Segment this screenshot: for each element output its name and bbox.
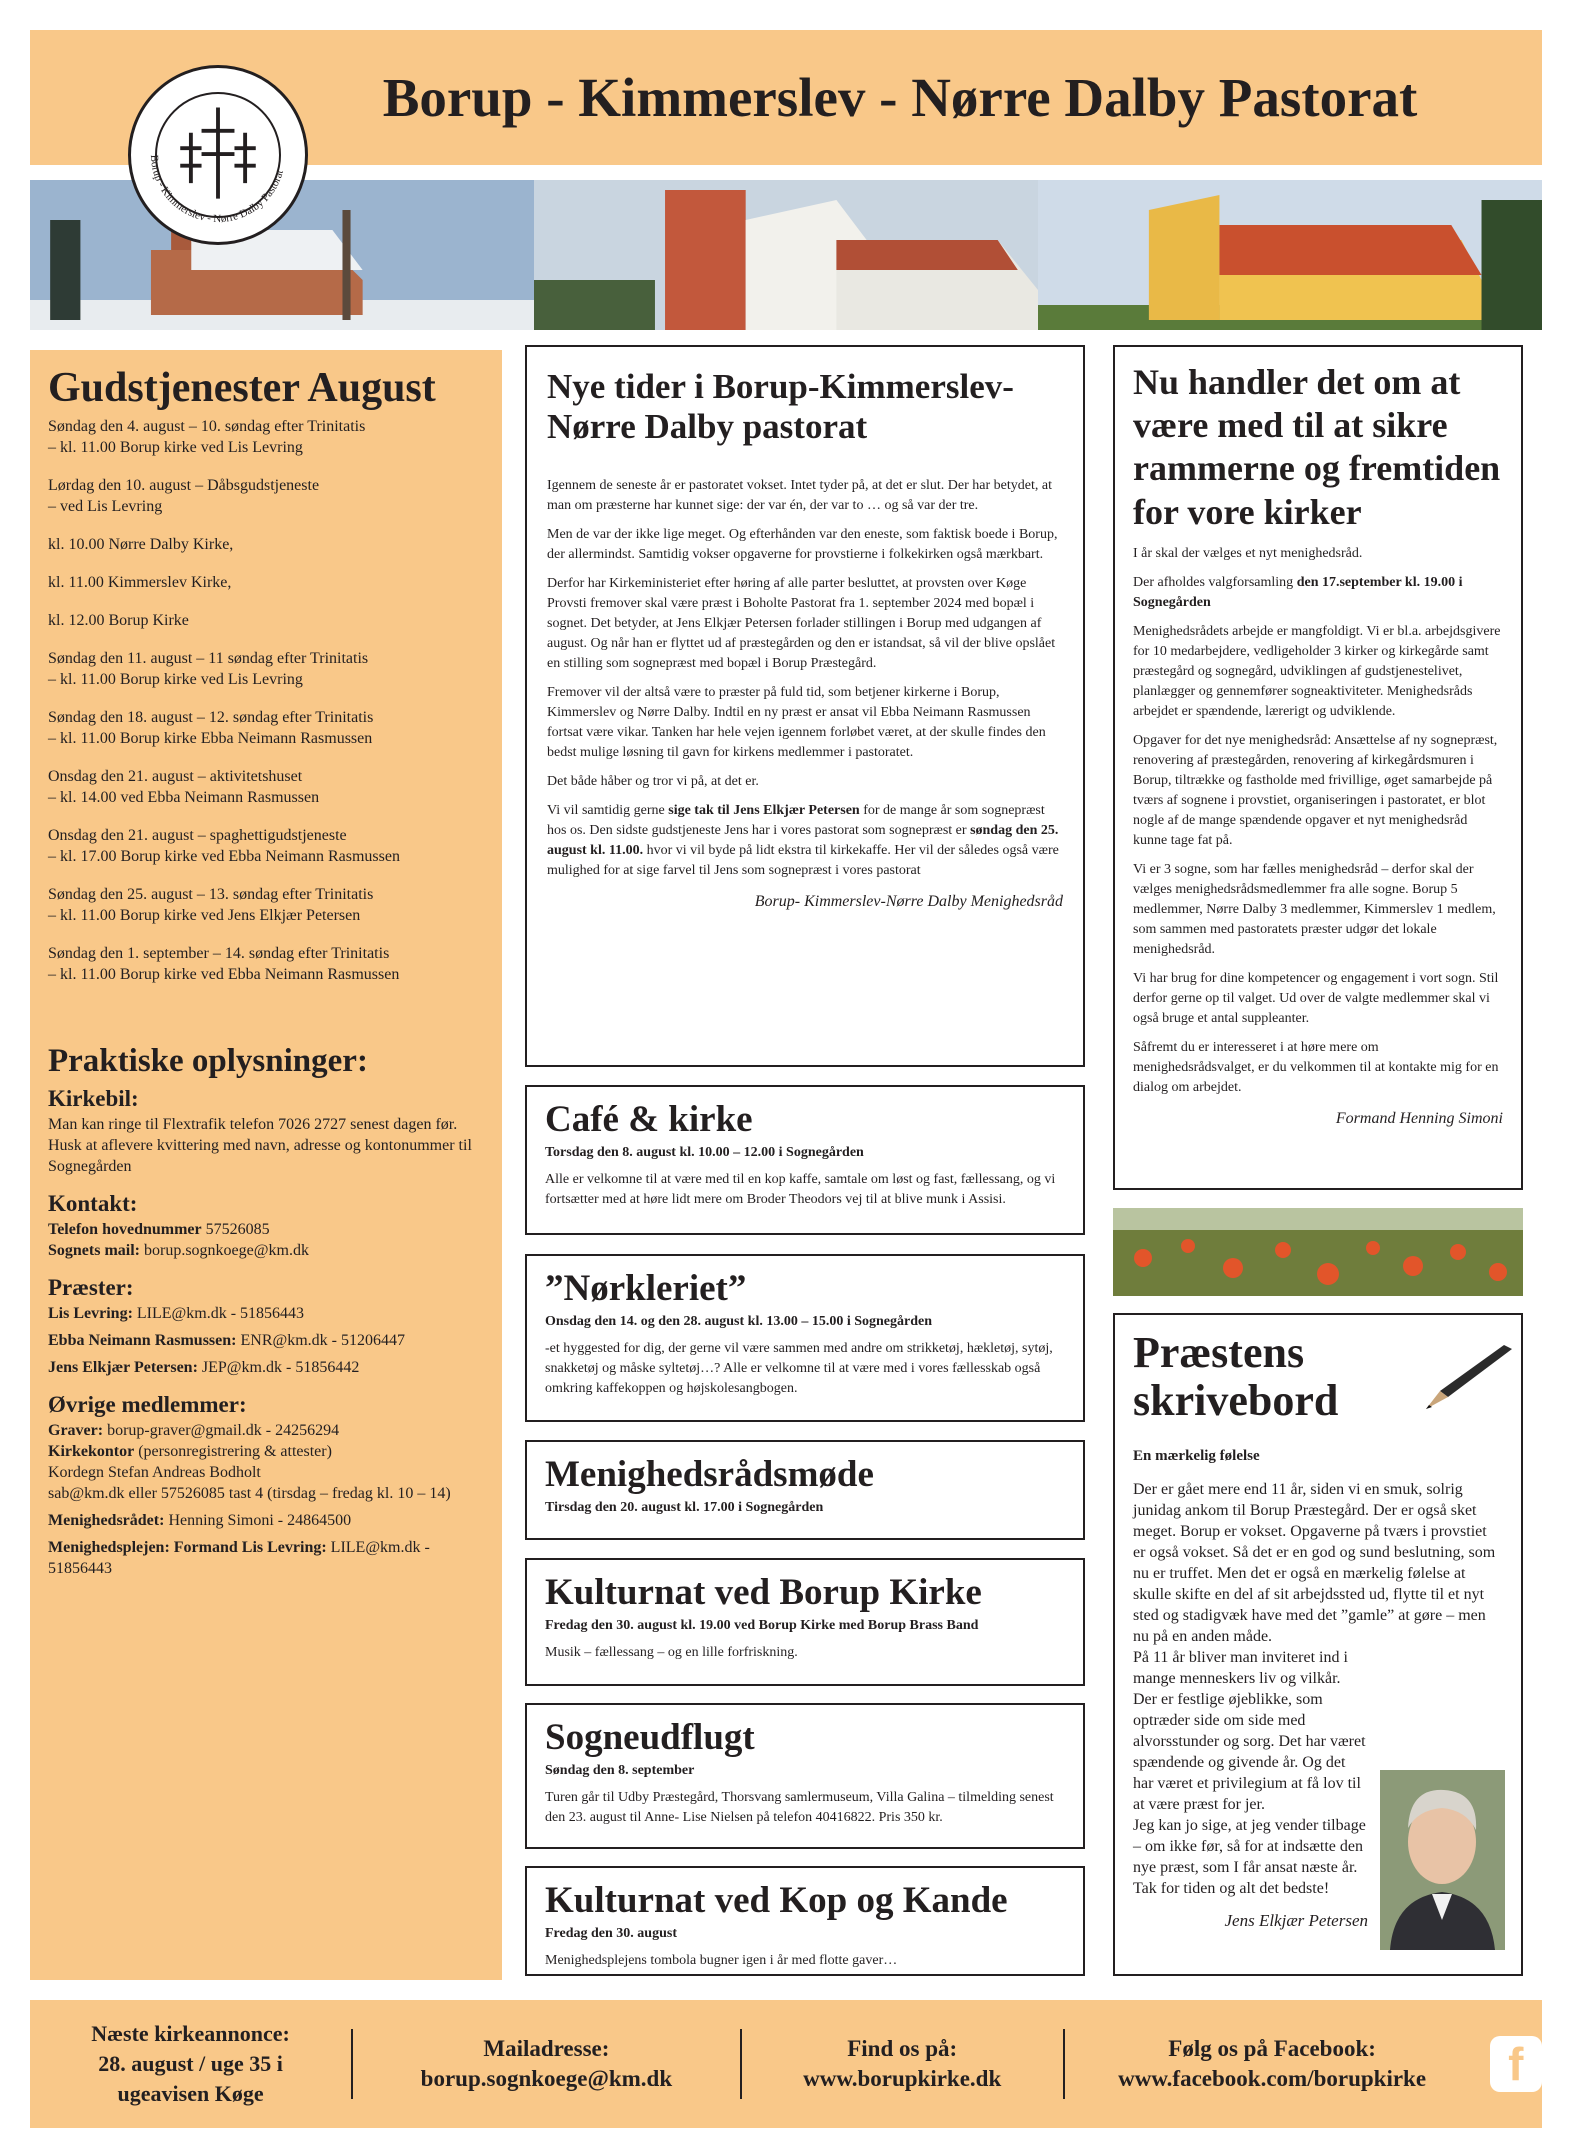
graver-label: Graver: (48, 1422, 104, 1440)
article-new-p2: Men de var der ikke lige meget. Og efterhånden var den eneste, som faktisk boede i Borup, der allermindst. Samtidig vokser opgaverne for provstierne i folkekirken også mærkbart. (547, 526, 1058, 562)
footer-bar (30, 2000, 1542, 2128)
sogneudflugt-text: Turen går til Udby Præstegård, Thorsvang samlermuseum, Villa Galina – tilmelding senest den 23. august til Anne- Lise Nielsen på telefon 40416822. Pris 350 kr. (545, 1789, 1054, 1825)
kordegn-line: Kordegn Stefan Andreas Bodholt (48, 1464, 261, 1482)
service-item (48, 825, 484, 867)
sogneudflugt-title: Sogneudflugt (545, 1717, 755, 1758)
sogneudflugt-box (525, 1703, 1085, 1849)
practical-title: Praktiske oplysninger: (48, 1043, 368, 1080)
cafe-date: Torsdag den 8. august kl. 10.00 – 12.00 i Sognegården (545, 1144, 864, 1160)
sogneudflugt-date: Søndag den 8. september (545, 1762, 695, 1778)
footer-fb-label: Følg os på Facebook: (1168, 2036, 1376, 2061)
election-p2-text: Der afholdes valgforsamling (1133, 574, 1294, 590)
footer-next-paper: ugeavisen Køge (117, 2081, 264, 2106)
church-photo-yellow (1038, 180, 1542, 330)
article-new-p5: Det både håber og tror vi på, at det er. (547, 773, 759, 789)
priest-portrait (1380, 1770, 1505, 1950)
service-item (48, 610, 484, 631)
service-line-2: – kl. 11.00 Borup kirke ved Lis Levring (48, 671, 303, 689)
service-item (48, 475, 484, 517)
service-item (48, 416, 484, 458)
service-line-2: – kl. 14.00 ved Ebba Neimann Rasmussen (48, 789, 320, 807)
service-line-1: kl. 10.00 Nørre Dalby Kirke, (48, 536, 234, 554)
priest-line (48, 1357, 484, 1378)
election-p3: Menighedsrådets arbejde er mangfoldigt. Vi er bl.a. arbejdsgivere for 10 medarbejdere, vedligeholder 3 kirker og kirkegårde samt præstegård og sognegård, udviklingen af gudstjenestelivet, planlægger og gennemfører sogneaktiviteter. Menighedsråds arbejdet er spændende, lærerigt og udviklende. (1133, 623, 1501, 719)
service-line-1: Lørdag den 10. august – Dåbsgudstjeneste (48, 477, 320, 495)
service-line-1: kl. 11.00 Kimmerslev Kirke, (48, 574, 232, 592)
desk-signature: Jens Elkjær Petersen (1224, 1910, 1368, 1930)
service-line-1: Søndag den 11. august – 11 søndag efter Trinitatis (48, 650, 369, 668)
article-new-p6 (547, 801, 1063, 881)
election-p1: I år skal der vælges et nyt menighedsråd. (1133, 545, 1363, 561)
footer-mail-label: Mailadresse: (483, 2036, 610, 2061)
left-column (30, 350, 502, 1980)
phone-number: 57526085 (205, 1221, 270, 1239)
footer-mail (353, 2034, 740, 2094)
priest-name: Jens Elkjær Petersen: (48, 1359, 198, 1377)
desk-title-1: Præstens (1133, 1328, 1305, 1377)
service-line-1: Søndag den 4. august – 10. søndag efter Trinitatis (48, 418, 366, 436)
p6-part: Vi vil samtidig gerne (547, 802, 665, 818)
service-line-1: Onsdag den 21. august – aktivitetshuset (48, 768, 303, 786)
footer-next-label: Næste kirkeannonce: (91, 2021, 290, 2046)
service-item (48, 943, 484, 985)
service-line-1: Søndag den 18. august – 12. søndag efter Trinitatis (48, 709, 374, 727)
kontor-label: Kirkekontor (48, 1443, 135, 1461)
p6-part: for de mange år som sognepræst hos os. Den sidste gudstjeneste Jens har i vores pastorat som sognepræst er (547, 802, 1045, 838)
kontor-text: (personregistrering & attester) (138, 1443, 332, 1461)
desk-title-2: skrivebord (1133, 1376, 1339, 1426)
desk-box (1113, 1313, 1523, 1976)
moede-title: Menighedsrådsmøde (545, 1454, 874, 1495)
article-new-p3: Derfor har Kirkeministeriet efter høring af alle parter besluttet, at provsten over Køge Provsti fremover skal være præst i Boholte Pastorat fra 1. september 2024 med bopæl i sognet. Det betyder, at Jens Elkjær Petersen forlader stillingen i Borup med udgangen af august. Og når han er flyttet ud af præstegården og den er istandsat, så vil der blive opslået en stilling som sognepræst med bopæl i Borup Præstegård. (547, 575, 1056, 671)
election-p2 (1133, 573, 1503, 613)
pleje-contact: LILE@km.dk - 51856443 (48, 1539, 430, 1578)
mail-address[interactable]: borup.sognkoege@km.dk (144, 1242, 309, 1260)
kirkebil-text: Man kan ringe til Flextrafik telefon 7026 2727 senest dagen før. Husk at aflevere kvittering med navn, adresse og kontonummer til Sognegården (48, 1116, 472, 1176)
article-new-times (525, 345, 1085, 1067)
priest-name: Lis Levring: (48, 1305, 133, 1323)
service-line-1: Søndag den 1. september – 14. søndag efter Trinitatis (48, 945, 390, 963)
desk-subtitle: En mærkelig følelse (1133, 1447, 1260, 1464)
kordegn-contact: sab@km.dk eller 57526085 tast 4 (tirsdag – fredag kl. 10 – 14) (48, 1485, 451, 1503)
service-line-2: – kl. 11.00 Borup kirke ved Ebba Neimann Rasmussen (48, 966, 400, 984)
article-new-signature: Borup- Kimmerslev-Nørre Dalby Menighedsråd (754, 892, 1063, 910)
logo-text: Borup - Kimmerslev - Nørre Dalby Pastorat (147, 154, 286, 226)
pencil-icon (1420, 1345, 1515, 1415)
p6-bold: søndag den 25. august kl. 11.00. (547, 822, 1059, 858)
service-line-1: kl. 12.00 Borup Kirke (48, 612, 189, 630)
service-line-2: – kl. 11.00 Borup kirke ved Lis Levring (48, 439, 303, 457)
pleje-label: Menighedsplejen: Formand Lis Levring: (48, 1539, 327, 1557)
service-line-1: Onsdag den 21. august – spaghettigudstjeneste (48, 827, 347, 845)
desk-p2: På 11 år bliver man inviteret ind i mange menneskers liv og vilkår. Der er festlige øjeblikke, som optræder side om side med alvorsstunder og sorg. Det har været spændende og givende år. Og det har været et privilegium at få lov til at være præst for jer. (1133, 1648, 1366, 1813)
priest-line (48, 1303, 484, 1324)
kulturnat-borup-box (525, 1558, 1085, 1686)
priest-contact: JEP@km.dk - 51856442 (201, 1359, 360, 1377)
services-list (48, 416, 484, 985)
service-item (48, 534, 484, 555)
raad-line (48, 1510, 484, 1531)
election-title: Nu handler det om at være med til at sikre rammerne og fremtiden for vore kirker (1133, 362, 1501, 532)
mail-label: Sognets mail: (48, 1242, 140, 1260)
page-title: Borup - Kimmerslev - Nørre Dalby Pastorat (382, 67, 1418, 128)
service-line-1: Søndag den 25. august – 13. søndag efter Trinitatis (48, 886, 374, 904)
priest-name: Ebba Neimann Rasmussen: (48, 1332, 237, 1350)
footer-web-label: Find os på: (847, 2036, 958, 2061)
election-p7: Såfremt du er interesseret i at høre mere om menighedsrådsvalget, er du velkommen til at kontakte mig for en dialog om arbejdet. (1133, 1039, 1499, 1095)
pleje-line (48, 1537, 484, 1579)
service-item (48, 572, 484, 593)
priests-list (48, 1303, 484, 1378)
kulturnat-kop-title: Kulturnat ved Kop og Kande (545, 1880, 1008, 1921)
services-title: Gudstjenester August (48, 365, 436, 411)
service-line-2: – kl. 11.00 Borup kirke ved Jens Elkjær Petersen (48, 907, 361, 925)
others-title: Øvrige medlemmer: (48, 1392, 247, 1418)
norkleriet-date: Onsdag den 14. og den 28. august kl. 13.00 – 15.00 i Sognegården (545, 1313, 933, 1329)
mail-line (48, 1240, 484, 1261)
service-line-2: – kl. 17.00 Borup kirke ved Ebba Neimann Rasmussen (48, 848, 400, 866)
election-p4: Opgaver for det nye menighedsråd: Ansættelse af ny sognepræst, renovering af præstegården, renovering af kirkegårdsmuren i Borup, tiltrække og fastholde med frivillige, øget samarbejde på tværs af sognene i provstiet, organiseringen i pastoratet, er blot nogle af de mange spændende opgaver et nyt menighedsråd kunne tage fat på. (1133, 732, 1498, 848)
priest-contact: ENR@km.dk - 51206447 (240, 1332, 405, 1350)
cafe-box (525, 1085, 1085, 1235)
graver-line (48, 1420, 484, 1441)
kontor-line (48, 1441, 484, 1462)
kulturnat-kop-text: Menighedsplejens tombola bugner igen i år med flotte gaver… (545, 1952, 898, 1968)
desk-p4: Tak for tiden og alt det bedste! (1133, 1879, 1330, 1897)
footer-web (742, 2034, 1063, 2094)
service-item (48, 884, 484, 926)
facebook-icon[interactable]: f (1490, 2036, 1542, 2092)
service-line-2: – ved Lis Levring (48, 498, 163, 516)
election-signature: Formand Henning Simoni (1335, 1109, 1503, 1127)
election-p5: Vi er 3 sogne, som har fælles menighedsråd – derfor skal der vælges menighedsrådsmedlemmer fra alle sogne. Borup 5 medlemmer, Nørre Dalby 3 medlemmer, Kimmerslev 1 medlem, som sammen med pastoratets præster udgør det lokale menighedsråd. (1133, 861, 1496, 957)
church-photo-white (534, 180, 1038, 330)
kulturnat-kop-box (525, 1866, 1085, 1976)
logo-inner-circle (155, 92, 281, 218)
cafe-title: Café & kirke (545, 1099, 753, 1140)
moede-date: Tirsdag den 20. august kl. 17.00 i Sognegården (545, 1499, 824, 1515)
norkleriet-text: -et hyggested for dig, der gerne vil være sammen med andre om strikketøj, hækletøj, sytøj, snakketøj og måske syltetøj…? Alle er velkomne til at være med i vores fællesskab også omkring kaffekoppen og højskolesangbogen. (545, 1340, 1053, 1396)
kontakt-title: Kontakt: (48, 1191, 138, 1217)
service-item (48, 707, 484, 749)
phone-label: Telefon hovednummer (48, 1221, 202, 1239)
priest-contact: LILE@km.dk - 51856443 (136, 1305, 305, 1323)
footer-next-date: 28. august / uge 35 i (98, 2051, 283, 2076)
article-new-p4: Fremover vil der altså være to præster på fuld tid, som betjener kirkerne i Borup, Kimmerslev og Nørre Dalby. Indtil en ny præst er ansat vil Ebba Neimann Rasmussen fortsat være vikar. Tanken har hele vejen igennem forløbet været, at der skulle findes den bedst mulige løsning til gavn for kirkens medlemmer i pastoratet. (547, 684, 1046, 760)
raad-label: Menighedsrådet: (48, 1512, 165, 1530)
election-p6: Vi har brug for dine kompetencer og engagement i vort sogn. Stil derfor gerne op til valget. Ud over de valgte medlemmer skal vi også bruge et antal suppleanter. (1133, 970, 1499, 1026)
desk-p1: Der er gået mere end 11 år, siden vi en smuk, solrig junidag ankom til Borup Præstegård. Der er også sket meget. Borup er vokset. Opgaverne på tværs i provstiet er også vokset. Så det er en god og sund beslutning, som nu er truffet. Men det er også en mærkelig følelse at skulle skifte en del af sit arbejdssted ud, flytte til et nyt sted og stadigvæk have med det ”gamle” at gøre – men nu på en anden måde. (1133, 1480, 1496, 1645)
kulturnat-borup-title: Kulturnat ved Borup Kirke (545, 1572, 982, 1613)
norkleriet-box (525, 1254, 1085, 1422)
p6-bold: sige tak til Jens Elkjær Petersen (668, 802, 860, 818)
footer-fb-link[interactable]: www.facebook.com/borupkirke (1118, 2066, 1427, 2091)
article-new-title: Nye tider i Borup-Kimmerslev-Nørre Dalby pastorat (547, 367, 1014, 447)
poppy-photo (1113, 1208, 1523, 1296)
footer-mail-address[interactable]: borup.sognkoege@km.dk (420, 2066, 673, 2091)
kulturnat-borup-date: Fredag den 30. august kl. 19.00 ved Borup Kirke med Borup Brass Band (545, 1617, 979, 1633)
footer-facebook (1065, 2034, 1480, 2094)
footer-web-link[interactable]: www.borupkirke.dk (803, 2066, 1002, 2091)
graver-contact: borup-graver@gmail.dk - 24256294 (107, 1422, 340, 1440)
cafe-text: Alle er velkomne til at være med til en kop kaffe, samtale om løst og fast, fællessang, og vi fortsætter med at høre lidt mere om Broder Theodors vej til at blive munk i Assisi. (545, 1171, 1056, 1207)
service-line-2: – kl. 11.00 Borup kirke Ebba Neimann Rasmussen (48, 730, 373, 748)
election-box (1113, 345, 1523, 1190)
raad-contact: Henning Simoni - 24864500 (168, 1512, 352, 1530)
p6-part: hvor vi vil byde på lidt ekstra til kirkekaffe. Her vil der således også være mulighed for at sige farvel til Jens som sognepræst i vores pastorat (547, 842, 1059, 878)
kulturnat-kop-date: Fredag den 30. august (545, 1925, 677, 1941)
service-item (48, 766, 484, 808)
kulturnat-borup-text: Musik – fællessang – og en lille forfriskning. (545, 1644, 798, 1660)
article-new-p1: Igennem de seneste år er pastoratet vokset. Intet tyder på, at det er slut. Der har betydet, at man om præsterne har kunnet sige: der var én, der var to … og så var der tre. (547, 477, 1052, 513)
pastorat-logo (128, 65, 308, 245)
norkleriet-title: ”Nørkleriet” (545, 1268, 747, 1309)
desk-p3: Jeg kan jo sige, at jeg vender tilbage – om ikke før, så for at indsætte den nye præst, som I får ansat næste år. (1133, 1816, 1366, 1876)
three-crosses-icon (157, 94, 279, 216)
footer-next (30, 2019, 351, 2109)
phone-line (48, 1219, 484, 1240)
service-item (48, 648, 484, 690)
kirkebil-title: Kirkebil: (48, 1086, 139, 1112)
priest-line (48, 1330, 484, 1351)
election-p2-bold: den 17.september kl. 19.00 i Sognegården (1133, 574, 1463, 610)
moede-box (525, 1440, 1085, 1540)
priests-title: Præster: (48, 1275, 134, 1301)
